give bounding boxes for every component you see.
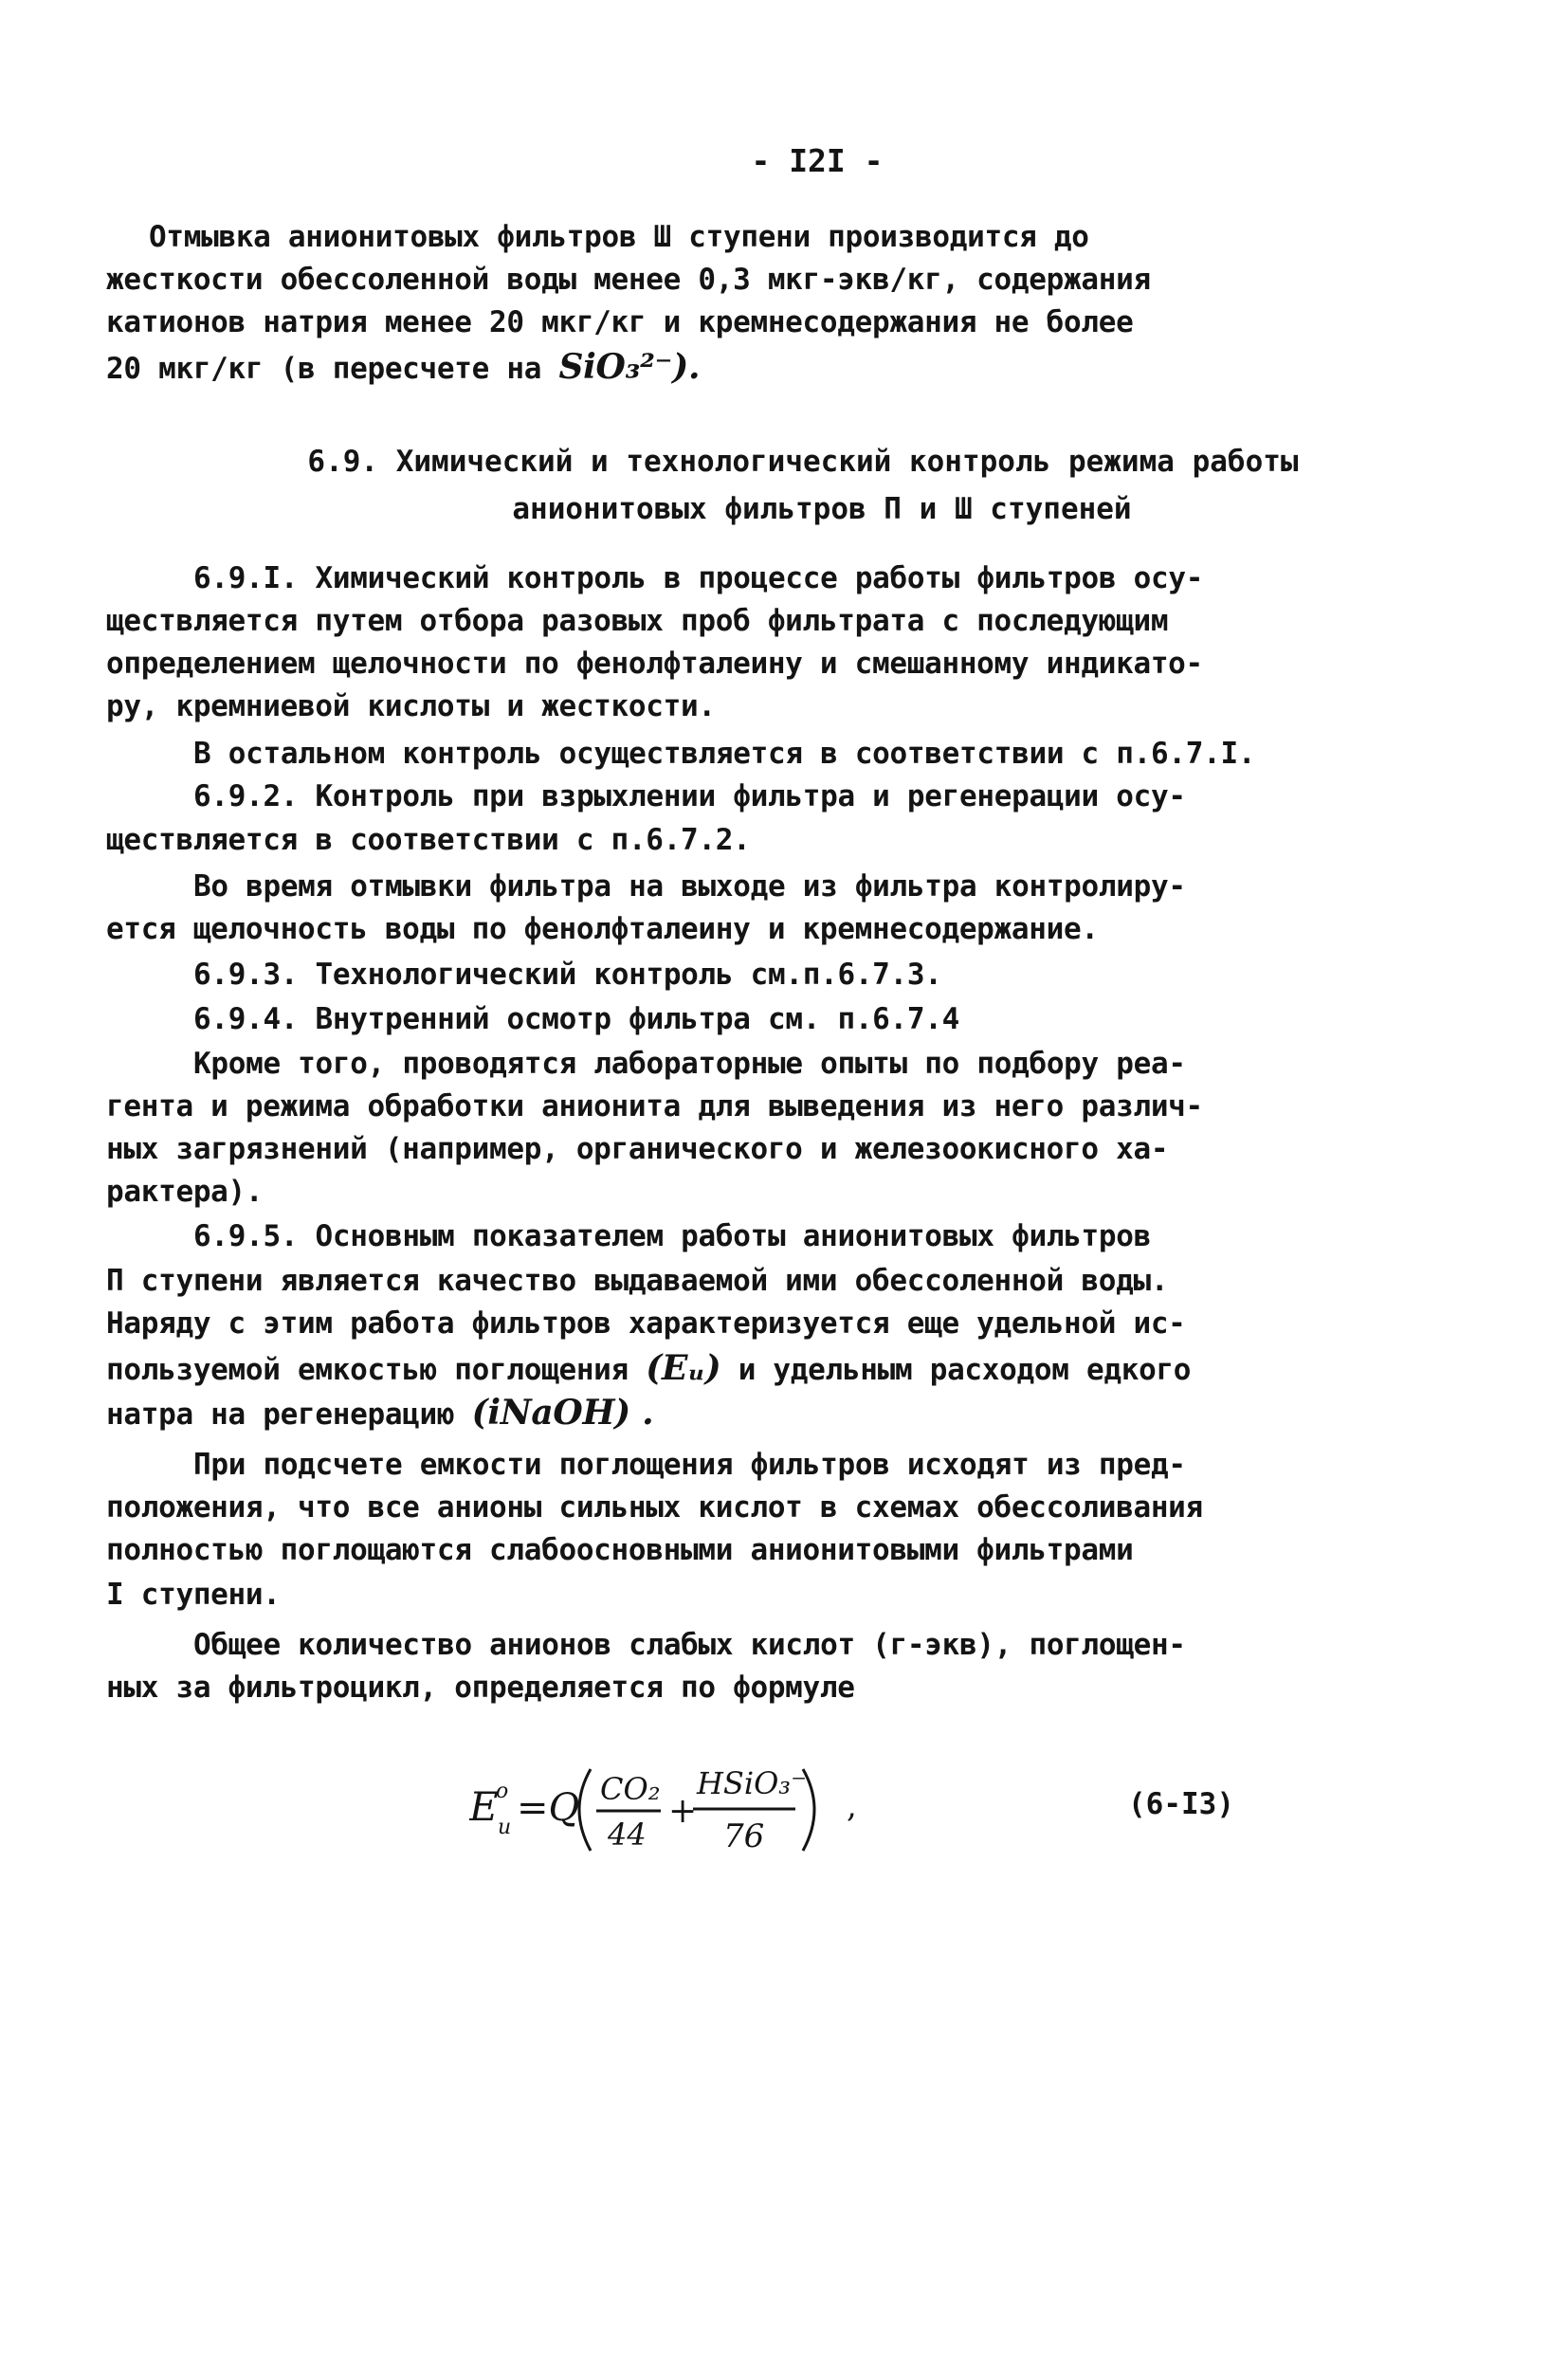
formula-eq: =Q (517, 1786, 580, 1830)
text-line: ных загрязнений (например, органического и железоокисного ха- (106, 1132, 1169, 1166)
text-line: Кроме того, проводятся лабораторные опыты по подбору реа- (193, 1047, 1186, 1081)
text-line: ществляется в соответствии с п.6.7.2. (106, 823, 751, 857)
text-line (106, 1349, 1191, 1389)
text-line: гента и режима обработки анионита для выведения из него различ- (106, 1089, 1203, 1123)
text-line: П ступени является качество выдаваемой ими обессоленной воды. (106, 1264, 1169, 1298)
formula-den2: 76 (723, 1817, 765, 1855)
text-line: Во время отмывки фильтра на выходе из фильтра контролиру- (193, 869, 1186, 904)
text-fragment: 20 мкг/кг (в пересчете на (106, 352, 542, 386)
formula-comma: , (847, 1787, 857, 1825)
text-line (106, 1394, 653, 1434)
text-line: ется щелочность воды по фенолфталеину и кремнесодержание. (106, 912, 1099, 946)
text-line: 6.9.2. Контроль при взрыхлении фильтра и регенерации осу- (193, 779, 1186, 813)
left-paren (579, 1769, 591, 1851)
formula-lhs-sup: o (496, 1780, 509, 1803)
text-fragment: и удельным расходом едкого (738, 1353, 1192, 1387)
exchange-capacity-formula (469, 1752, 943, 1866)
formula-lhs-sub: u (498, 1816, 512, 1839)
naoh-symbol: (iNaOH) . (471, 1393, 654, 1433)
silicate-formula: SiO₃²⁻). (558, 347, 701, 387)
text-line: 6.9.4. Внутренний осмотр фильтра см. п.6.7.4 (193, 1002, 959, 1036)
text-line: катионов натрия менее 20 мкг/кг и кремнесодержания не более (106, 305, 1134, 339)
text-line (106, 348, 700, 388)
text-line: ру, кремниевой кислоты и жесткости. (106, 689, 716, 723)
text-line: жесткости обессоленной воды менее 0,3 мкг-экв/кг, содержания (106, 263, 1151, 297)
section-heading-line-1: 6.9. Химический и технологический контроль режима работы (307, 445, 1299, 479)
text-line: полностью поглощаются слабоосновными анионитовыми фильтрами (106, 1533, 1134, 1567)
formula-num2: HSiO₃⁻ (697, 1765, 808, 1801)
text-fragment: пользуемой емкостью поглощения (106, 1353, 629, 1387)
formula-num1: CO₂ (600, 1771, 661, 1807)
text-line: I ступени. (106, 1578, 281, 1612)
page-number: - I2I - (751, 142, 884, 179)
text-line: 6.9.I. Химический контроль в процессе работы фильтров осу- (193, 561, 1204, 595)
text-line: 6.9.5. Основным показателем работы анионитовых фильтров (193, 1219, 1151, 1253)
text-line: определением щелочности по фенолфталеину и смешанному индикато- (106, 647, 1203, 681)
text-fragment: натра на регенерацию (106, 1397, 455, 1432)
formula-plus: + (668, 1792, 698, 1831)
text-line: Общее количество анионов слабых кислот (г-экв), поглощен- (193, 1628, 1186, 1662)
section-heading-line-2: анионитовых фильтров П и Ш ступеней (512, 492, 1132, 526)
formula-den1: 44 (608, 1817, 647, 1853)
text-line: При подсчете емкости поглощения фильтров исходят из пред- (193, 1448, 1186, 1482)
text-line: Отмывка анионитовых фильтров Ш ступени производится до (149, 220, 1089, 254)
formula-number: (6-I3) (1128, 1787, 1234, 1821)
text-line: ществляется путем отбора разовых проб фильтрата с последующим (106, 604, 1169, 638)
text-line: Наряду с этим работа фильтров характеризуется еще удельной ис- (106, 1306, 1186, 1341)
text-line: ных за фильтроцикл, определяется по формуле (106, 1671, 855, 1705)
text-line: В остальном контроль осуществляется в соответствии с п.6.7.I. (193, 737, 1256, 771)
text-line: положения, что все анионы сильных кислот в схемах обессоливания (106, 1490, 1203, 1525)
capacity-symbol: (Eᵤ) (646, 1348, 721, 1388)
formula-lhs: E (469, 1783, 499, 1830)
text-line: рактера). (106, 1175, 264, 1209)
text-line: 6.9.3. Технологический контроль см.п.6.7.3. (193, 958, 942, 992)
